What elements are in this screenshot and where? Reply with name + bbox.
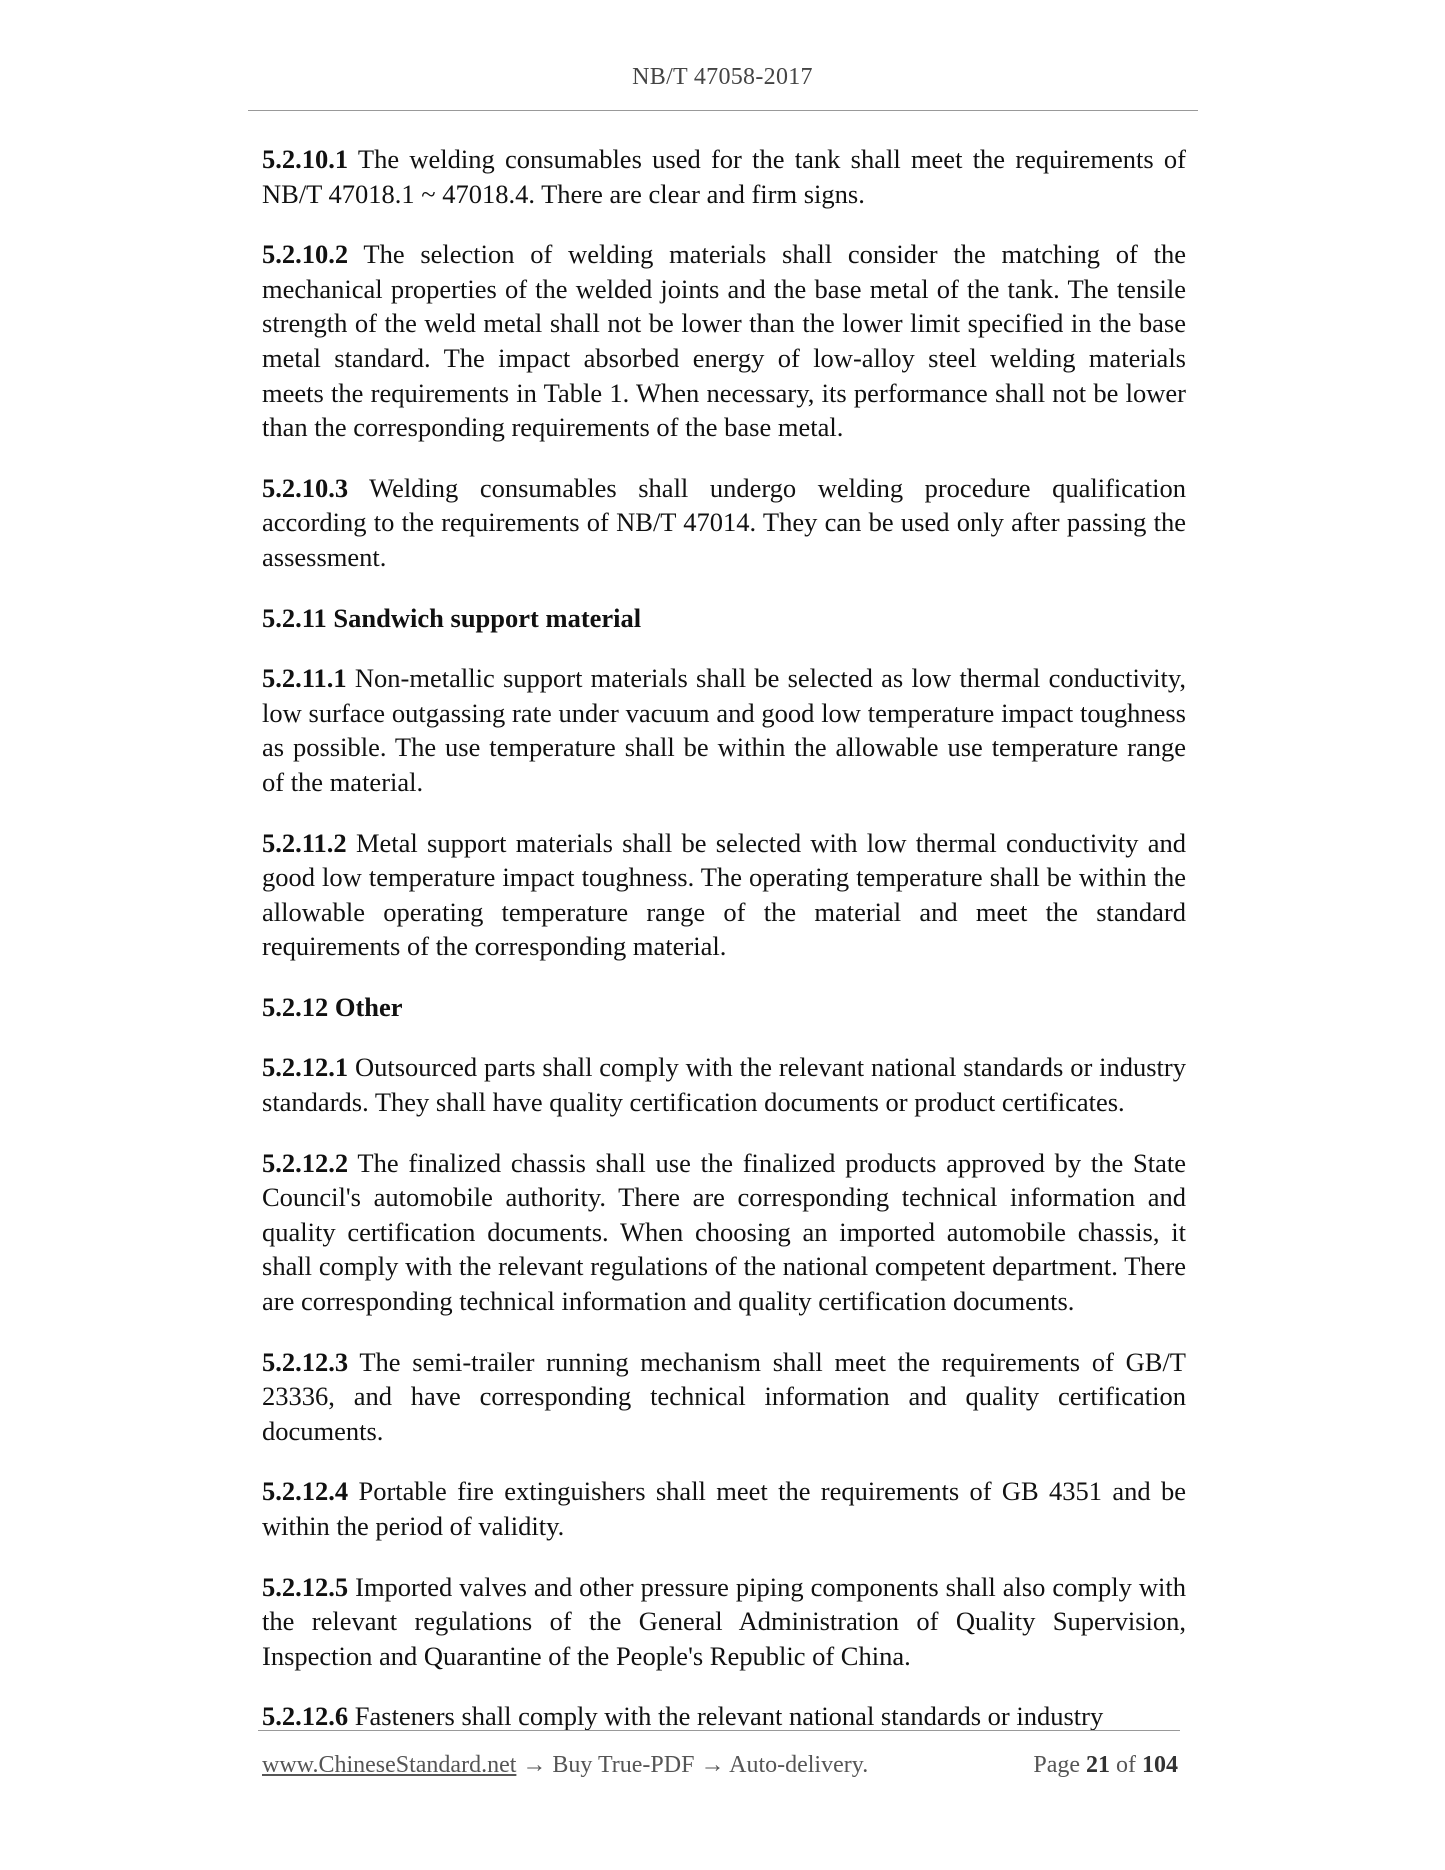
clause-5-2-11-2 — [262, 826, 1186, 964]
clause-number: 5.2.11.1 — [262, 663, 347, 694]
clause-5-2-12-4 — [262, 1474, 1186, 1543]
clause-number: 5.2.12.1 — [262, 1052, 349, 1083]
clause-text: The welding consumables used for the tank shall meet the requirements of NB/T 47018.1 ~ 47018.4. There are clear and firm signs. — [262, 144, 1186, 209]
page-current: 21 — [1086, 1752, 1110, 1778]
clause-number: 5.2.12.4 — [262, 1476, 349, 1507]
clause-5-2-12-6 — [262, 1699, 1186, 1734]
page-label: Page — [1033, 1752, 1080, 1778]
header-divider — [248, 110, 1198, 111]
clause-5-2-12-2 — [262, 1146, 1186, 1319]
clause-5-2-10-3 — [262, 471, 1186, 575]
website-link[interactable]: www.ChineseStandard.net — [262, 1752, 517, 1778]
clause-text: Non-metallic support materials shall be selected as low thermal conductivity, low surface outgassing rate under vacuum and good low temperature impact toughness as possible. The use temperature shall be within the allowable use temperature range of the material. — [262, 663, 1186, 797]
page-indicator — [1033, 1752, 1178, 1779]
clause-text: The selection of welding materials shall consider the matching of the mechanical properties of the welded joints and the base metal of the tank. The tensile strength of the weld metal shall not be lower than the lower limit specified in the base metal standard. The impact absorbed energy of low-alloy steel welding materials meets the requirements in Table 1. When necessary, its performance shall not be lower than the corresponding requirements of the base metal. — [262, 239, 1186, 443]
clause-number: 5.2.10.3 — [262, 472, 349, 503]
clause-5-2-12-5 — [262, 1570, 1186, 1674]
clause-number: 5.2.12.2 — [262, 1147, 349, 1178]
clause-number: 5.2.10.2 — [262, 239, 349, 270]
clause-text: Outsourced parts shall comply with the relevant national standards or industry standards. They shall have quality certification documents or product certificates. — [262, 1052, 1186, 1118]
page-header: NB/T 47058-2017 — [632, 64, 813, 90]
section-heading-5-2-12: 5.2.12 Other — [262, 991, 403, 1022]
page-total: 104 — [1142, 1752, 1178, 1778]
clause-number: 5.2.12.5 — [262, 1571, 349, 1602]
page-footer — [262, 1752, 1178, 1779]
clause-number: 5.2.11.2 — [262, 827, 347, 858]
section-heading-5-2-11: 5.2.11 Sandwich support material — [262, 602, 642, 633]
clause-5-2-11-1 — [262, 661, 1186, 799]
clause-5-2-10-1 — [262, 142, 1186, 211]
clause-number: 5.2.12.3 — [262, 1346, 349, 1377]
clause-number: 5.2.12.6 — [262, 1701, 349, 1732]
clause-5-2-10-2 — [262, 237, 1186, 445]
clause-text: Imported valves and other pressure piping components shall also comply with the relevant regulations of the General Administration of Quality Supervision, Inspection and Quarantine of the People's Republic of China. — [262, 1571, 1186, 1671]
footer-divider — [258, 1730, 1180, 1731]
clause-5-2-12-3 — [262, 1345, 1186, 1449]
clause-text: The finalized chassis shall use the finalized products approved by the State Council's automobile authority. There are corresponding technical information and quality certification documents. When choosing an imported automobile chassis, it shall comply with the relevant regulations of the national competent department. There are corresponding technical information and quality certification documents. — [262, 1147, 1186, 1317]
clause-text: Welding consumables shall undergo welding procedure qualification according to the requirements of NB/T 47014. They can be used only after passing the assessment. — [262, 472, 1186, 572]
document-body — [262, 142, 1186, 1734]
clause-text: The semi-trailer running mechanism shall meet the requirements of GB/T 23336, and have corresponding technical information and quality certification documents. — [262, 1346, 1186, 1446]
footer-promo-text: → Buy True-PDF → Auto-delivery. — [516, 1752, 869, 1778]
clause-5-2-12-1 — [262, 1050, 1186, 1119]
clause-text: Portable fire extinguishers shall meet the requirements of GB 4351 and be within the period of validity. — [262, 1476, 1186, 1541]
page-of-label: of — [1116, 1752, 1136, 1778]
clause-number: 5.2.10.1 — [262, 144, 349, 174]
clause-text: Fasteners shall comply with the relevant national standards or industry — [348, 1701, 1104, 1732]
clause-text: Metal support materials shall be selected with low thermal conductivity and good low temperature impact toughness. The operating temperature shall be within the allowable operating temperature range of the material and meet the standard requirements of the corresponding material. — [262, 827, 1186, 962]
